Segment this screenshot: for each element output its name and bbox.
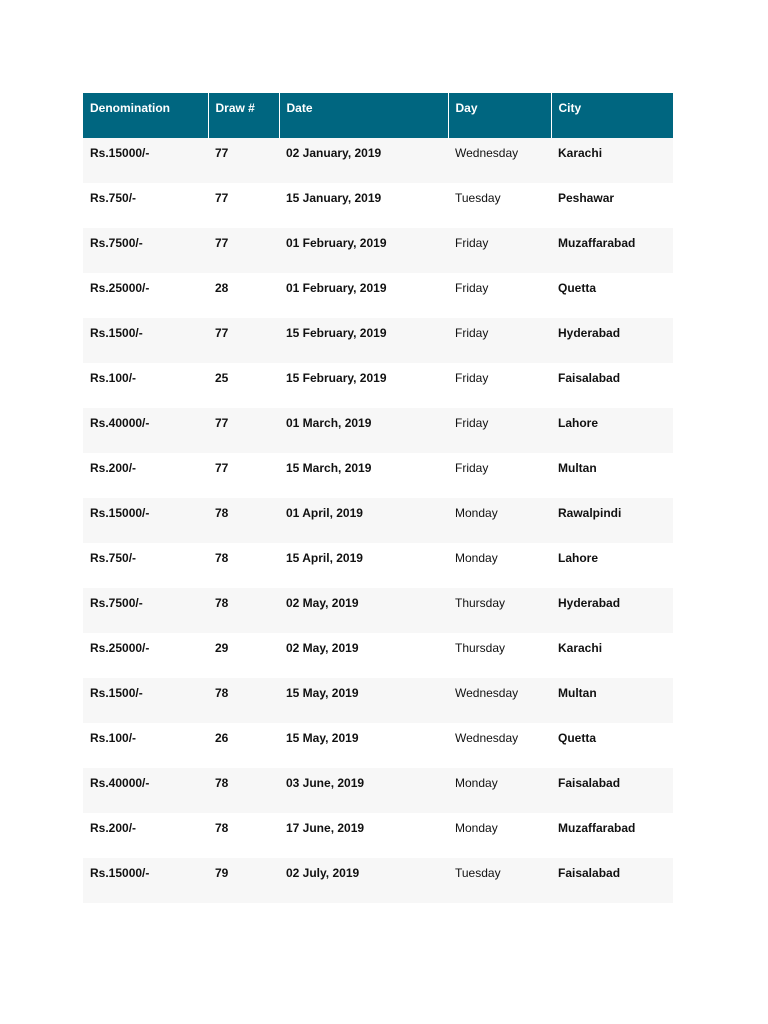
denomination-cell: Rs.7500/-: [90, 236, 143, 250]
date-cell: 17 June, 2019: [286, 821, 365, 835]
draw-number-cell: 25: [215, 371, 229, 385]
date-cell: 02 July, 2019: [286, 866, 360, 880]
city-cell: Faisalabad: [558, 866, 621, 880]
table-row: [83, 498, 673, 543]
day-cell: Monday: [455, 506, 498, 520]
draw-number-cell: 78: [215, 551, 229, 565]
draw-number-cell: 77: [215, 236, 229, 250]
table-row: [83, 273, 673, 318]
table-row: [83, 228, 673, 273]
date-cell: 01 February, 2019: [286, 281, 387, 295]
table-row: [83, 408, 673, 453]
day-cell: Friday: [455, 236, 489, 250]
denomination-cell: Rs.25000/-: [90, 641, 150, 655]
date-cell: 02 May, 2019: [286, 641, 359, 655]
denomination-cell: Rs.15000/-: [90, 866, 150, 880]
date-cell: 15 April, 2019: [286, 551, 363, 565]
day-cell: Friday: [455, 281, 489, 295]
date-cell: 01 March, 2019: [286, 416, 372, 430]
draw-schedule-table: [83, 93, 673, 903]
table-row: [83, 363, 673, 408]
table-row: [83, 723, 673, 768]
city-cell: Peshawar: [558, 191, 615, 205]
date-cell: 01 April, 2019: [286, 506, 363, 520]
date-cell: 15 May, 2019: [286, 731, 359, 745]
date-cell: 15 March, 2019: [286, 461, 372, 475]
header-row: [83, 93, 673, 138]
day-cell: Monday: [455, 821, 498, 835]
table-row: [83, 813, 673, 858]
table-row: [83, 453, 673, 498]
denomination-cell: Rs.1500/-: [90, 326, 143, 340]
header-city: City: [558, 101, 582, 115]
table-header: [83, 93, 673, 138]
table-row: [83, 633, 673, 678]
draw-number-cell: 78: [215, 776, 229, 790]
draw-number-cell: 77: [215, 416, 229, 430]
date-cell: 03 June, 2019: [286, 776, 365, 790]
denomination-cell: Rs.200/-: [90, 821, 137, 835]
city-cell: Quetta: [558, 731, 597, 745]
denomination-cell: Rs.40000/-: [90, 416, 150, 430]
draw-number-cell: 78: [215, 686, 229, 700]
table-row: [83, 138, 673, 183]
day-cell: Monday: [455, 776, 498, 790]
header-day: Day: [448, 93, 551, 138]
day-cell: Thursday: [455, 596, 506, 610]
day-cell: Wednesday: [455, 731, 519, 745]
date-cell: 15 May, 2019: [286, 686, 359, 700]
draw-number-cell: 29: [215, 641, 229, 655]
header-draw-number: Draw #: [208, 93, 279, 138]
city-cell: Faisalabad: [558, 776, 621, 790]
city-cell: Hyderabad: [558, 326, 621, 340]
draw-number-cell: 77: [215, 326, 229, 340]
day-cell: Friday: [455, 461, 489, 475]
draw-number-cell: 77: [215, 461, 229, 475]
day-cell: Tuesday: [455, 866, 501, 880]
date-cell: 01 February, 2019: [286, 236, 387, 250]
denomination-cell: Rs.100/-: [90, 371, 137, 385]
date-cell: 15 January, 2019: [286, 191, 382, 205]
draw-number-cell: 78: [215, 596, 229, 610]
city-cell: Quetta: [558, 281, 597, 295]
denomination-cell: Rs.1500/-: [90, 686, 143, 700]
draw-number-cell: 78: [215, 506, 229, 520]
day-cell: Wednesday: [455, 686, 519, 700]
table-row: [83, 768, 673, 813]
draw-number-cell: 77: [215, 146, 229, 160]
table-row: [83, 183, 673, 228]
draw-number-cell: 77: [215, 191, 229, 205]
draw-number-cell: 79: [215, 866, 229, 880]
day-cell: Monday: [455, 551, 498, 565]
table-row: [83, 588, 673, 633]
denomination-cell: Rs.25000/-: [90, 281, 150, 295]
day-cell: Friday: [455, 371, 489, 385]
table-row: [83, 678, 673, 723]
city-cell: Karachi: [558, 146, 603, 160]
day-cell: Friday: [455, 416, 489, 430]
city-cell: Muzaffarabad: [558, 236, 636, 250]
table-body: [83, 138, 673, 903]
denomination-cell: Rs.200/-: [90, 461, 137, 475]
day-cell: Tuesday: [455, 191, 501, 205]
date-cell: 02 May, 2019: [286, 596, 359, 610]
city-cell: Lahore: [558, 416, 599, 430]
city-cell: Hyderabad: [558, 596, 621, 610]
table-row: [83, 543, 673, 588]
city-cell: Muzaffarabad: [558, 821, 636, 835]
draw-number-cell: 26: [215, 731, 229, 745]
date-cell: 15 February, 2019: [286, 371, 387, 385]
date-cell: 02 January, 2019: [286, 146, 382, 160]
day-cell: Wednesday: [455, 146, 519, 160]
city-cell: Rawalpindi: [558, 506, 622, 520]
date-cell: 15 February, 2019: [286, 326, 387, 340]
denomination-cell: Rs.750/-: [90, 551, 137, 565]
day-cell: Thursday: [455, 641, 506, 655]
city-cell: Faisalabad: [558, 371, 621, 385]
header-denomination: Denomination: [83, 93, 208, 138]
table-row: [83, 318, 673, 363]
denomination-cell: Rs.7500/-: [90, 596, 143, 610]
table-row: [83, 858, 673, 903]
city-cell: Lahore: [558, 551, 599, 565]
denomination-cell: Rs.40000/-: [90, 776, 150, 790]
denomination-cell: Rs.15000/-: [90, 146, 150, 160]
denomination-cell: Rs.750/-: [90, 191, 137, 205]
denomination-cell: Rs.100/-: [90, 731, 137, 745]
denomination-cell: Rs.15000/-: [90, 506, 150, 520]
draw-number-cell: 28: [215, 281, 229, 295]
header-date: Date: [279, 93, 448, 138]
draw-number-cell: 78: [215, 821, 229, 835]
city-cell: Karachi: [558, 641, 603, 655]
city-cell: Multan: [558, 686, 597, 700]
city-cell: Multan: [558, 461, 597, 475]
day-cell: Friday: [455, 326, 489, 340]
